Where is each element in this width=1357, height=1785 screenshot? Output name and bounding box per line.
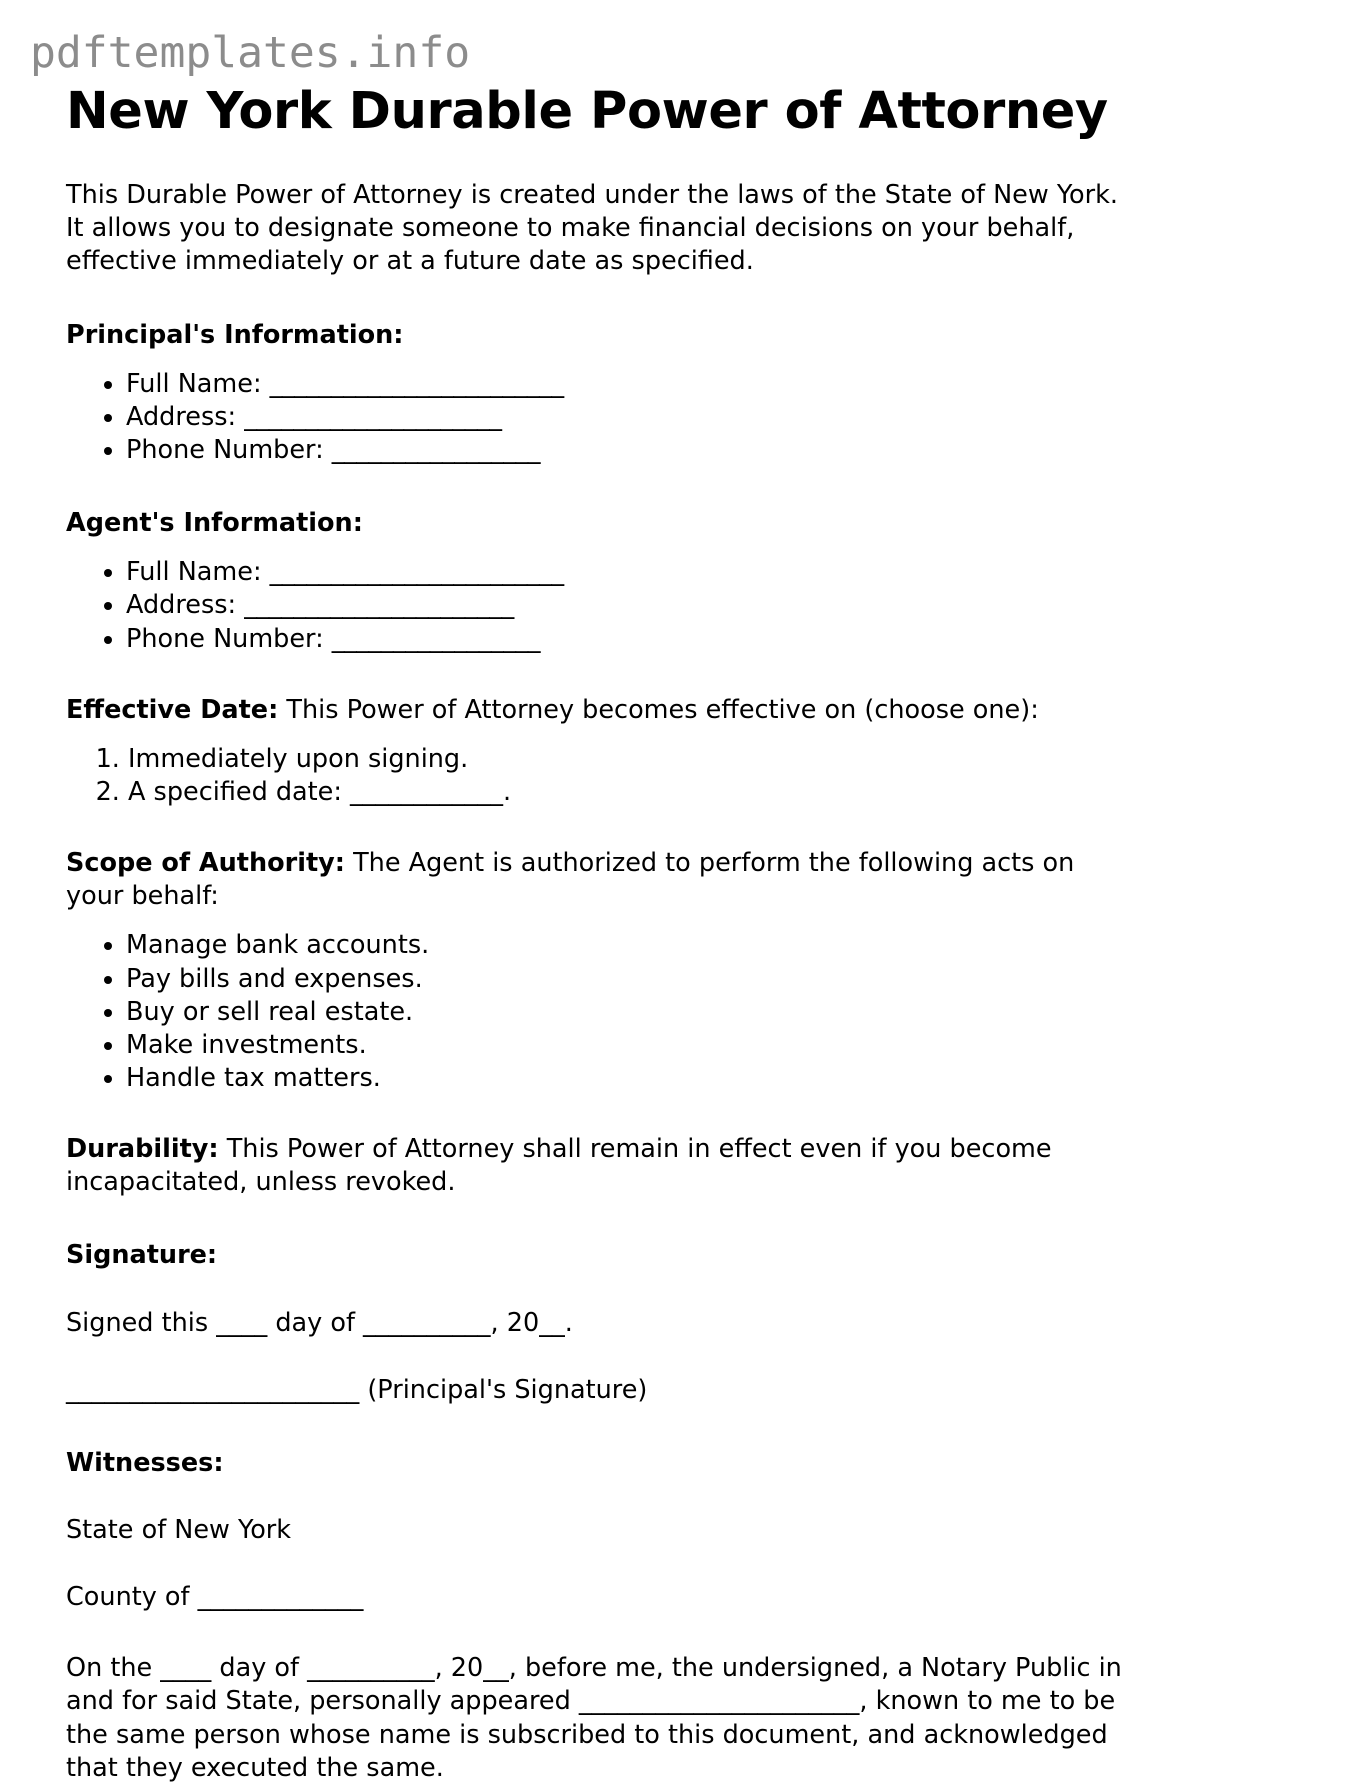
effective-date-text: This Power of Attorney becomes effective on (choose one): <box>286 694 1039 725</box>
list-item[interactable]: 1. Immediately upon signing. <box>128 743 1126 776</box>
scope-of-authority-label: Scope of Authority: <box>66 848 345 879</box>
agent-phone-blank[interactable]: _________________ <box>331 623 541 654</box>
list-item[interactable]: 2. A specified date: ____________. <box>128 776 1126 809</box>
principal-full-name-label: Full Name: <box>126 368 262 399</box>
principal-information-heading: Principal's Information: <box>66 319 404 350</box>
principal-phone-label: Phone Number: <box>126 435 324 465</box>
list-item: • Buy or sell real estate. <box>126 996 1126 1029</box>
witnesses-heading: Witnesses: <box>66 1447 224 1478</box>
document-content <box>66 82 1126 1785</box>
effective-date-paragraph <box>66 694 1126 727</box>
county-of-line[interactable]: County of _____________ <box>66 1582 364 1613</box>
signature-heading: Signature: <box>66 1240 218 1271</box>
scope-items-list <box>66 929 1126 1095</box>
list-item <box>126 434 1126 467</box>
agent-phone-label: Phone Number: <box>126 623 324 654</box>
principal-address-blank[interactable]: _____________________ <box>244 401 502 432</box>
principal-phone-blank[interactable]: _________________ <box>331 435 541 465</box>
agent-address-label: Address: <box>126 590 237 621</box>
agent-fields-list <box>66 556 1126 655</box>
principal-signature-line[interactable]: _______________________ (Principal's Signature) <box>66 1374 648 1405</box>
effective-date-options-list <box>66 743 1126 809</box>
state-of-new-york-line: State of New York <box>66 1514 292 1545</box>
agent-full-name-blank[interactable]: ________________________ <box>269 557 564 588</box>
list-item: • Handle tax matters. <box>126 1062 1126 1095</box>
list-item <box>126 401 1126 434</box>
durability-label: Durability: <box>66 1134 219 1165</box>
list-item <box>126 589 1126 622</box>
page-title: New York Durable Power of Attorney <box>66 82 1108 141</box>
agent-address-blank[interactable]: ______________________ <box>244 590 514 621</box>
principal-address-label: Address: <box>126 401 237 432</box>
durability-paragraph <box>66 1133 1126 1199</box>
list-item <box>126 368 1126 401</box>
signed-this-day-line[interactable]: Signed this ____ day of __________, 20__. <box>66 1307 573 1338</box>
list-item: • Make investments. <box>126 1029 1126 1062</box>
principal-fields-list <box>66 368 1126 467</box>
watermark-pdftemplates-info: pdftemplates.info <box>30 28 471 78</box>
effective-date-label: Effective Date: <box>66 694 279 725</box>
list-item: • Pay bills and expenses. <box>126 963 1126 996</box>
intro-paragraph: This Durable Power of Attorney is created under the laws of the State of New York. It allows you to designate someone to make financial decisions on your behalf, effective immediately or at a future date as specified. <box>66 180 1118 277</box>
list-item <box>126 623 1126 656</box>
principal-full-name-blank[interactable]: ________________________ <box>269 368 564 399</box>
agent-information-heading: Agent's Information: <box>66 508 363 539</box>
scope-of-authority-paragraph <box>66 847 1126 913</box>
list-item <box>126 556 1126 589</box>
scope-of-authority-text: The Agent is authorized to perform the following acts on your behalf: <box>66 848 1075 912</box>
agent-full-name-label: Full Name: <box>126 557 262 588</box>
durability-text: This Power of Attorney shall remain in effect even if you become incapacitated, unless revoked. <box>66 1134 1052 1198</box>
list-item: • Manage bank accounts. <box>126 929 1126 962</box>
notary-acknowledgement-paragraph[interactable]: On the ____ day of __________, 20__, before me, the undersigned, a Notary Public in and for said State, personally appeared ______________________, known to me to be the same person whose name is subscribed to this document, and acknowledged that they executed the same. <box>66 1653 1122 1783</box>
